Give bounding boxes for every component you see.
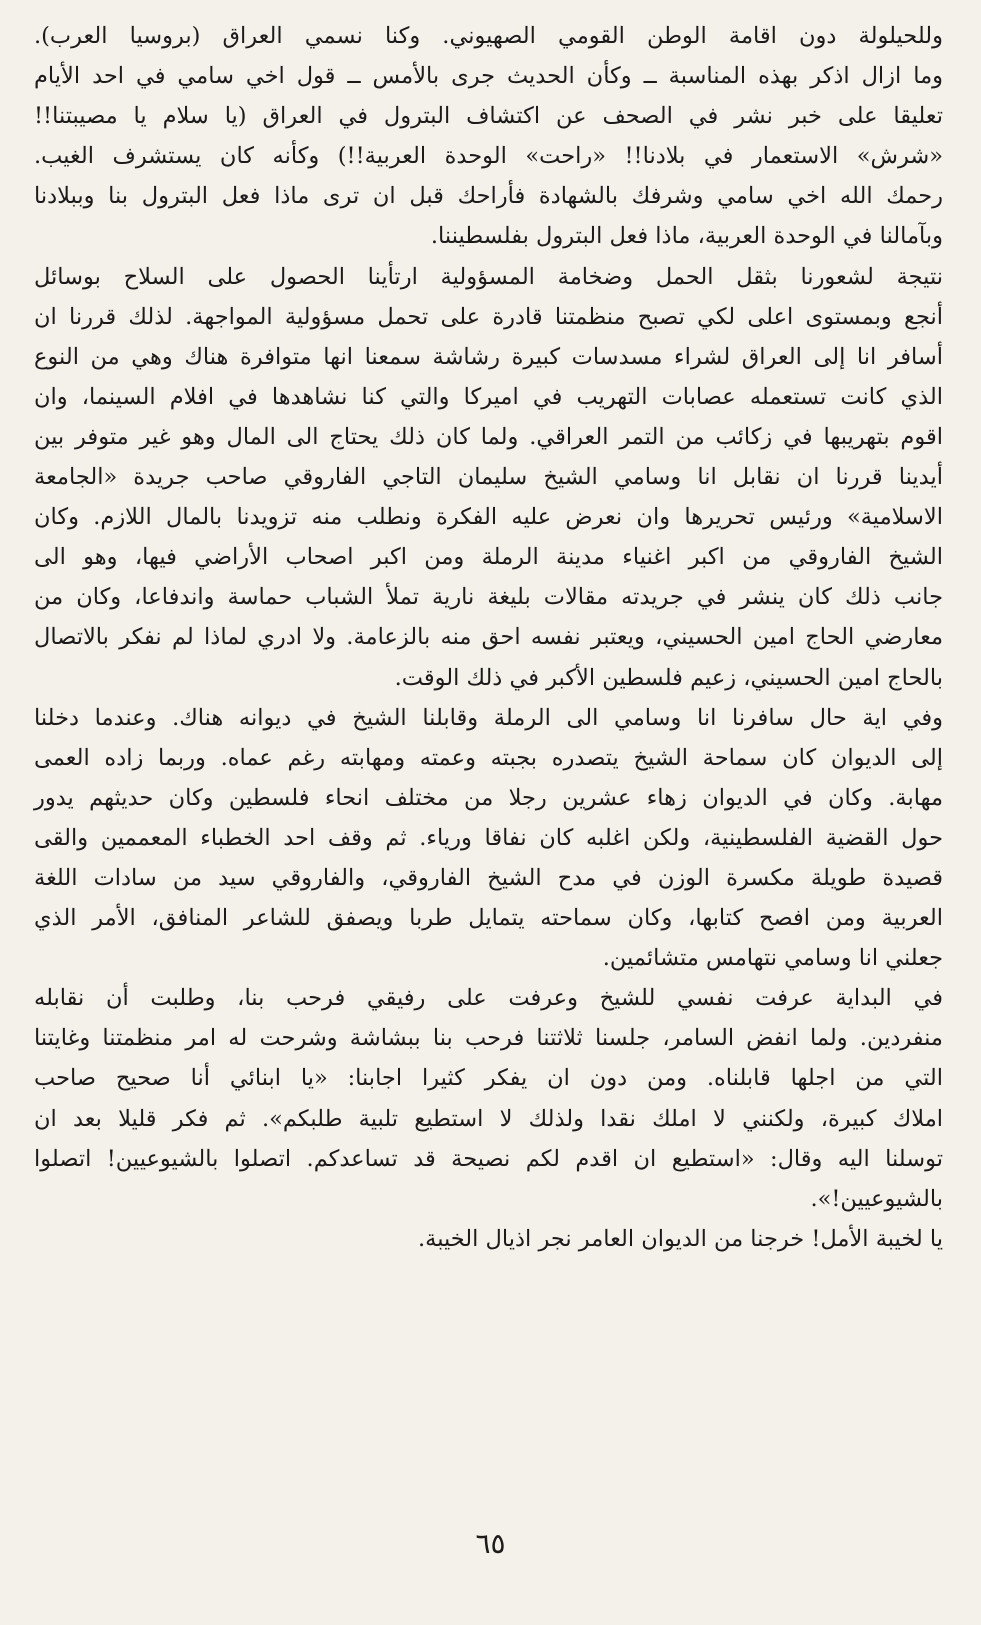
- paragraph-2: [34, 257, 943, 698]
- text-line: توسلنا اليه وقال: «استطيع ان اقدم لكم نصيحة قد تساعدكم. اتصلوا بالشيوعيين! اتصلوا: [34, 1145, 943, 1172]
- text-line: وبآمالنا في الوحدة العربية، ماذا فعل البترول بفلسطيننا.: [430, 223, 943, 250]
- text-line: تعليقا على خبر نشر في الصحف عن اكتشاف البترول في العراق (يا سلام يا مصيبتنا!!: [34, 103, 943, 130]
- text-line: الشيخ الفاروقي من اكبر اغنياء مدينة الرملة ومن اكبر اصحاب الأراضي فيها، وهو الى: [34, 544, 943, 571]
- text-line: جعلني انا وسامي نتهامس متشائمين.: [602, 945, 943, 972]
- text-line: أنجع وبمستوى اعلى لكي تصبح منظمتنا قادرة على تحمل مسؤولية المواجهة. لذلك قررنا ان: [34, 303, 943, 330]
- text-line: منفردين. ولما انفض السامر، جلسنا ثلاثتنا فرحب بنا ببشاشة وشرحت له امر منظمتنا وغايتنا: [34, 1025, 943, 1052]
- text-line: وللحيلولة دون اقامة الوطن القومي الصهيوني. وكنا نسمي العراق (بروسيا العرب).: [34, 23, 943, 49]
- paragraph-3: [34, 698, 943, 979]
- text-line: العربية ومن افصح كتابها، وكان سماحته يتمايل طربا ويصفق للشاعر المنافق، الأمر الذي: [34, 905, 943, 932]
- text-line: وما ازال اذكر بهذه المناسبة ــ وكأن الحديث جرى بالأمس ــ قول اخي سامي في احد الأيام: [34, 63, 943, 90]
- paragraph-5: [34, 1219, 943, 1259]
- text-line: «شرش» الاستعمار في بلادنا!! «راحت» الوحدة العربية!!) وكأنه كان يستشرف الغيب.: [34, 143, 943, 170]
- text-line: في البداية عرفت نفسي للشيخ وعرفت على رفيقي فرحب بنا، وطلبت أن نقابله: [34, 985, 943, 1012]
- text-line: الذي كانت تستعمله عصابات التهريب في اميركا والتي كنا نشاهدها في افلام السينما، وان: [34, 383, 943, 410]
- text-line: التي من اجلها قابلناه. ومن دون ان يفكر كثيرا اجابنا: «يا ابنائي أنا صحيح صاحب: [34, 1065, 943, 1092]
- text-line: أيدينا قررنا ان نقابل انا وسامي الشيخ سليمان التاجي الفاروقي صاحب جريدة «الجامعة: [34, 464, 943, 491]
- paragraph-1: [34, 16, 943, 257]
- text-line: حول القضية الفلسطينية، ولكن اغلبه كان نفاقا ورياء. ثم وقف احد الخطباء المعممين والقى: [34, 824, 943, 851]
- text-line: جانب ذلك كان ينشر في جريدته مقالات بليغة نارية تملأ الشباب حماسة واندفاعا، وكان من: [34, 584, 943, 611]
- page-number: ٦٥: [475, 1527, 506, 1560]
- text-line: بالحاج امين الحسيني، زعيم فلسطين الأكبر في ذلك الوقت.: [394, 664, 943, 691]
- text-line: الاسلامية» ورئيس تحريرها وان نعرض عليه الفكرة ونطلب منه تزويدنا بالمال اللازم. وكان: [34, 504, 943, 531]
- body-text: [34, 16, 943, 1259]
- text-line: إلى الديوان كان سماحة الشيخ يتصدره بجبته وعمته ومهابته رغم عماه. وربما زاده العمى: [34, 744, 943, 771]
- text-line: وفي اية حال سافرنا انا وسامي الى الرملة وقابلنا الشيخ في ديوانه هناك. وعندما دخلنا: [34, 704, 943, 731]
- text-line: اقوم بتهريبها في زكائب من التمر العراقي. ولما كان ذلك يحتاج الى المال وهو غير متوفر بين: [34, 423, 943, 450]
- text-line: أسافر انا إلى العراق لشراء مسدسات كبيرة رشاشة سمعنا انها متوافرة هناك وهي من النوع: [34, 343, 943, 370]
- text-line: بالشيوعيين!».: [810, 1185, 943, 1212]
- text-line: قصيدة طويلة مكسرة الوزن في مدح الشيخ الفاروقي، والفاروقي سيد من سادات اللغة: [34, 864, 943, 891]
- text-line: نتيجة لشعورنا بثقل الحمل وضخامة المسؤولية ارتأينا الحصول على السلاح بوسائل: [34, 263, 943, 290]
- paragraph-4: [34, 978, 943, 1219]
- text-line: يا لخيبة الأمل! خرجنا من الديوان العامر نجر اذيال الخيبة.: [417, 1225, 943, 1252]
- text-line: رحمك الله اخي سامي وشرفك بالشهادة فأراحك قبل ان ترى ماذا فعل البترول بنا وببلادنا: [34, 183, 943, 210]
- text-line: املاك كبيرة، ولكنني لا املك نقدا ولذلك لا استطيع تلبية طلبكم». ثم فكر قليلا بعد ان: [34, 1105, 943, 1132]
- text-line: مهابة. وكان في الديوان زهاء عشرين رجلا من مختلف انحاء فلسطين وكان حديثهم يدور: [34, 784, 943, 811]
- text-line: معارضي الحاج امين الحسيني، ويعتبر نفسه احق منه بالزعامة. ولا ادري لماذا لم نفكر بالاتصال: [34, 624, 943, 651]
